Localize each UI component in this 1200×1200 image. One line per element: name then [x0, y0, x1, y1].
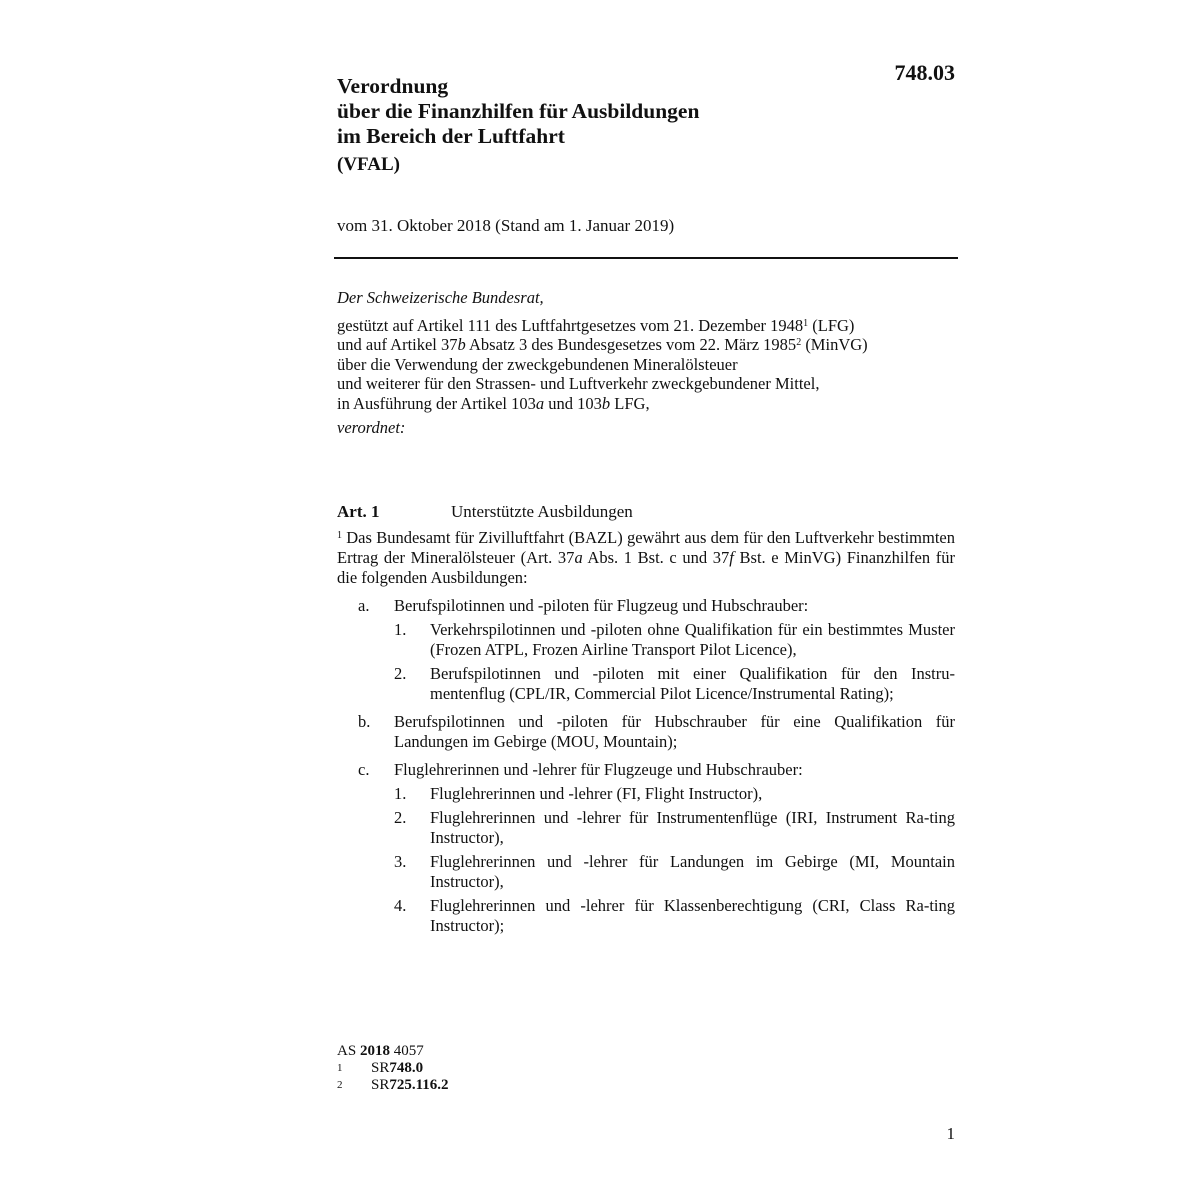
list-text: Berufspilotinnen und -piloten für Hubschrauber für eine Qualifikation für Landungen im Gebirge (MOU, Mountain); [394, 712, 955, 751]
enacting-verb: verordnet: [337, 418, 406, 437]
sub-list-item: 1. Fluglehrerinnen und -lehrer (FI, Flight Instructor), [394, 784, 763, 803]
footnote-ref[interactable]: 2 [796, 337, 802, 348]
paragraph-1: $^1$ Das Bundesamt für Zivilluftfahrt (BAZL) gewährt aus dem für den Luftverkehr bestimmten Ertrag der Mineralölsteuer (Art. 37a Abs. 1 Bst. c und 37f Bst. e MinVG) Finanzhilfen für die folgenden Ausbildungen: [337, 528, 955, 587]
article-number: Art. 1 [337, 502, 380, 521]
sub-list-item: 2. Fluglehrerinnen und -lehrer für Instrumentenflüge (IRI, Instrument Ra-ting Instructor), [394, 808, 955, 847]
sr-number: 748.03 [894, 60, 955, 85]
preamble-line: über die Verwendung der zweckgebundenen Mineralölsteuer [337, 354, 738, 374]
date-line: vom 31. Oktober 2018 (Stand am 1. Januar 2019) [337, 216, 675, 235]
page-title [337, 74, 699, 149]
list-item [337, 712, 955, 752]
horizontal-rule [334, 257, 958, 259]
footnote: 1 SR 748.0 [337, 1060, 424, 1076]
preamble-line: in Ausführung der Artikel 103a und 103b LFG, [337, 393, 650, 413]
article-body [337, 528, 955, 936]
title-line: über die Finanzhilfen für Ausbildungen [337, 99, 700, 123]
footnote: 2 SR 725.116.2 [337, 1077, 449, 1093]
list-label: b. [358, 712, 371, 731]
issuer: Der Schweizerische Bundesrat, [337, 288, 544, 307]
sub-list-item: 4. Fluglehrerinnen und -lehrer für Klassenberechtigung (CRI, Class Ra-ting Instructor); [394, 896, 955, 935]
footnote-link[interactable]: 748.0 [389, 1060, 424, 1076]
sub-list-item: 2. Berufspilotinnen und -piloten mit einer Qualifikation für den Instru-mentenflug (CPL/IR, Commercial Pilot Licence/Instrumental Rating); [394, 664, 955, 703]
list-label: c. [358, 760, 370, 779]
preamble-line: gestützt auf Artikel 111 des Luftfahrtgesetzes vom 21. Dezember 1948$^1$ (LFG) [337, 315, 855, 335]
footnote-ref[interactable]: 1 [803, 317, 809, 329]
title-line: im Bereich der Luftfahrt [337, 124, 565, 148]
article-heading [337, 502, 957, 522]
sub-list-item: 1. Verkehrspilotinnen und -piloten ohne Qualifikation für ein bestimmtes Muster (Frozen ATPL, Frozen Airline Transport Pilot Licence), [394, 620, 955, 659]
page-number: 1 [946, 1124, 955, 1143]
footnotes [337, 1043, 449, 1094]
article-title: Unterstützte Ausbildungen [451, 502, 633, 521]
sub-list-item: 3. Fluglehrerinnen und -lehrer für Landungen im Gebirge (MI, Mountain Instructor), [394, 852, 955, 891]
title-line: Verordnung [337, 74, 449, 98]
footnote-link[interactable]: 725.116.2 [389, 1077, 449, 1093]
paragraph-number: 1 [337, 530, 342, 541]
abbreviation: (VFAL) [337, 154, 400, 175]
list-label: a. [358, 596, 370, 615]
preamble-line: und weiterer für den Strassen- und Luftverkehr zweckgebundener Mittel, [337, 374, 820, 393]
preamble [337, 288, 957, 438]
preamble-line: und auf Artikel 37b Absatz 3 des Bundesgesetzes vom 22. März 1985$^2$ (MinVG) [337, 335, 868, 354]
list-item [337, 596, 955, 704]
list-item [337, 760, 955, 936]
official-collection-ref: AS 2018 4057 [337, 1043, 424, 1059]
list-text: Fluglehrerinnen und -lehrer für Flugzeuge und Hubschrauber: [394, 760, 803, 779]
list-text: Berufspilotinnen und -piloten für Flugzeug und Hubschrauber: [394, 596, 809, 615]
